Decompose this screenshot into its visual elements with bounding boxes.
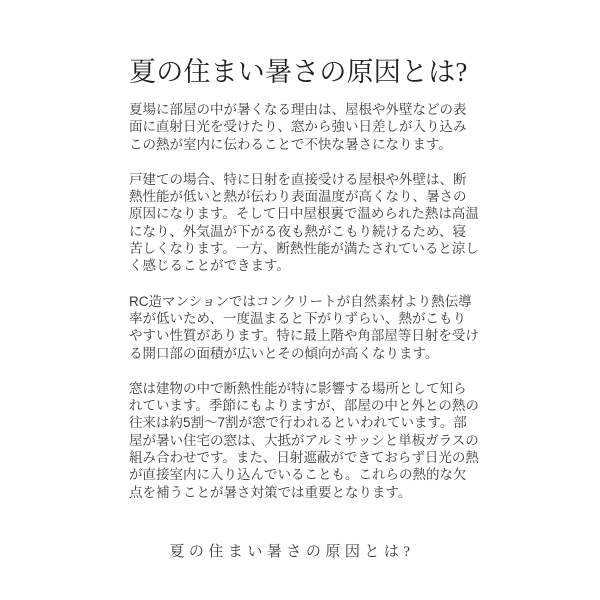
paragraph-surface-heat: 夏場に部屋の中が暑くなる理由は、屋根や外壁などの表面に直射日光を受けたり、窓から強い日差しが入り込みこの熱が室内に伝わることで不快な暑さになります。: [129, 102, 467, 152]
paragraph-rc-mansion: RC造マンションではコンクリートが自然素材より熱伝導率が低いため、一度温まると下がりずらい、熱がこもりやすい性質があります。特に最上階や角部屋等日射を受ける開口部の面積が広いとその傾向が高くなります。: [129, 293, 479, 361]
paragraph-windows: 窓は建物の中で断熱性能が特に影響する場所として知られています。季節にもよりますが、部屋の中と外との熱の往来は約5割〜7割が窓で行われるといわれています。部屋が暑い住宅の窓は、大抵がアルミサッシと単板ガラスの組み合わせです。また、日射遮蔽ができておらず日光の熱が直接室内に入り込んでいることも。これらの熱的な欠点を補うことが暑さ対策では重要となります。: [129, 380, 479, 500]
footer-title: 夏の住まい暑さの原因とは?: [169, 544, 415, 560]
paragraph-detached-house: 戸建ての場合、特に日射を直接受ける屋根や外壁は、断熱性能が低いと熱が伝わり表面温度が高くなり、暑さの原因になります。そして日中屋根裏で温められた熱は高温になり、外気温が下がる夜も熱がこもり続けるため、寝苦しくなります。一方、断熱性能が満たされていると涼しく感じることができます。: [129, 171, 479, 274]
article-content: [129, 56, 479, 519]
page-title: 夏の住まい暑さの原因とは?: [129, 57, 468, 87]
